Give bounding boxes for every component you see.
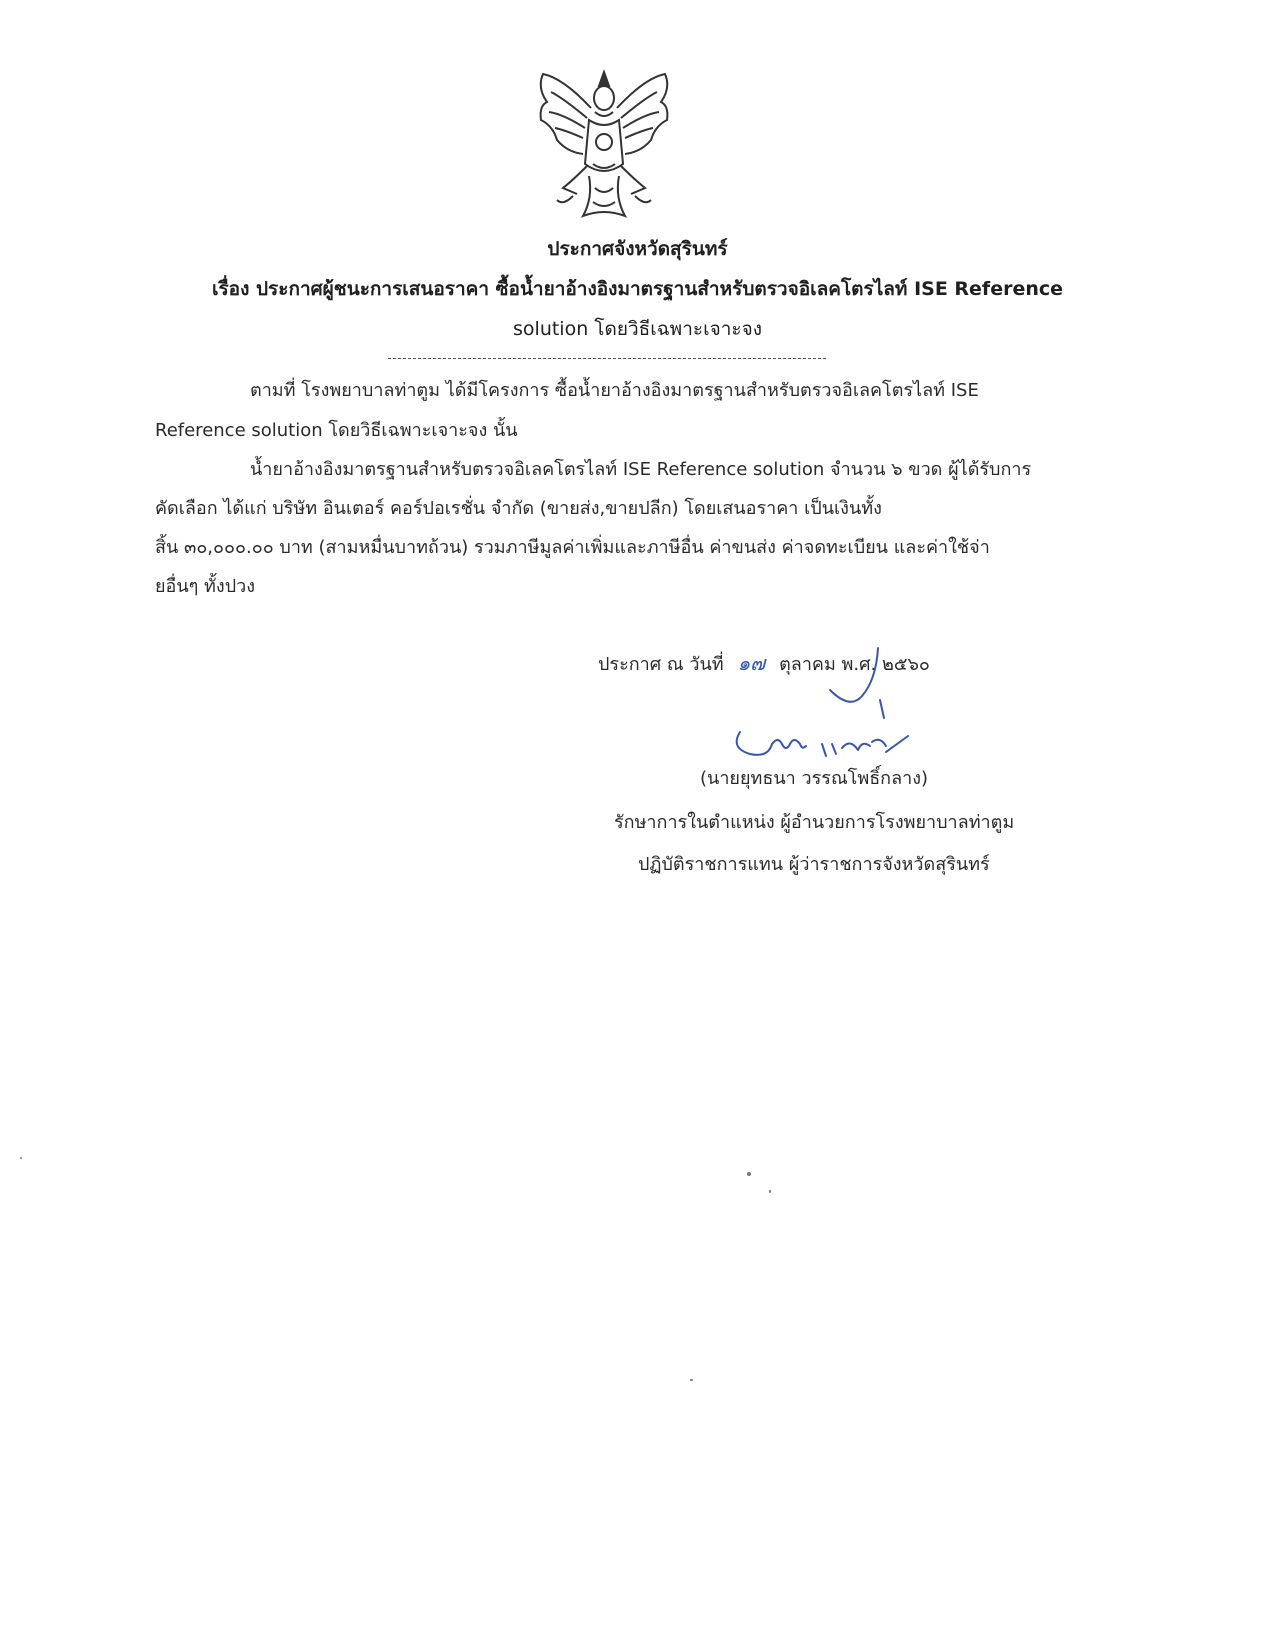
- para2-line2: คัดเลือก ได้แก่ บริษัท อินเตอร์ คอร์ปอเรชั่น จำกัด (ขายส่ง,ขายปลีก) โดยเสนอราคา เป็นเงินทั้ง: [155, 498, 882, 519]
- signer-position-2: ปฏิบัติราชการแทน ผู้ว่าราชการจังหวัดสุรินทร์: [638, 854, 990, 875]
- subject-line-2: solution โดยวิธีเฉพาะเจาะจง: [513, 318, 762, 340]
- page-title: ประกาศจังหวัดสุรินทร์: [547, 238, 728, 260]
- para2-line4: ยอื่นๆ ทั้งปวง: [155, 576, 256, 597]
- subject-line-1: เรื่อง ประกาศผู้ชนะการเสนอราคา ซื้อน้ำยาอ้างอิงมาตรฐานสำหรับตรวจอิเลคโตรไลท์ ISE Reference: [211, 278, 1064, 300]
- scan-speck: [20, 1157, 22, 1159]
- para2-line1: น้ำยาอ้างอิงมาตรฐานสำหรับตรวจอิเลคโตรไลท์ ISE Reference solution จำนวน ๖ ขวด ผู้ได้รับการ: [250, 459, 1032, 480]
- scan-speck: [769, 1190, 771, 1193]
- title-divider: [388, 358, 826, 359]
- signer-position-1: รักษาการในตำแหน่ง ผู้อำนวยการโรงพยาบาลท่าตูม: [614, 812, 1015, 833]
- date-prefix: ประกาศ ณ วันที่: [598, 654, 724, 675]
- signer-name: (นายยุทธนา วรรณโพธิ์กลาง): [700, 768, 929, 789]
- date-day-handwritten: ๑๗: [737, 651, 766, 675]
- date-suffix: ตุลาคม พ.ศ. ๒๕๖๐: [779, 654, 930, 675]
- scan-speck: [747, 1172, 751, 1176]
- garuda-emblem-icon: [533, 68, 675, 226]
- para1-line2: Reference solution โดยวิธีเฉพาะเจาะจง นั้น: [155, 420, 518, 441]
- para1-line1: ตามที่ โรงพยาบาลท่าตูม ได้มีโครงการ ซื้อน้ำยาอ้างอิงมาตรฐานสำหรับตรวจอิเลคโตรไลท์ ISE: [250, 380, 979, 401]
- para2-line3: สิ้น ๓๐,๐๐๐.๐๐ บาท (สามหมื่นบาทถ้วน) รวมภาษีมูลค่าเพิ่มและภาษีอื่น ค่าขนส่ง ค่าจดทะเบียน และค่าใช้จ่า: [155, 537, 990, 558]
- scan-speck: [690, 1379, 693, 1381]
- handwritten-signature: [710, 640, 940, 780]
